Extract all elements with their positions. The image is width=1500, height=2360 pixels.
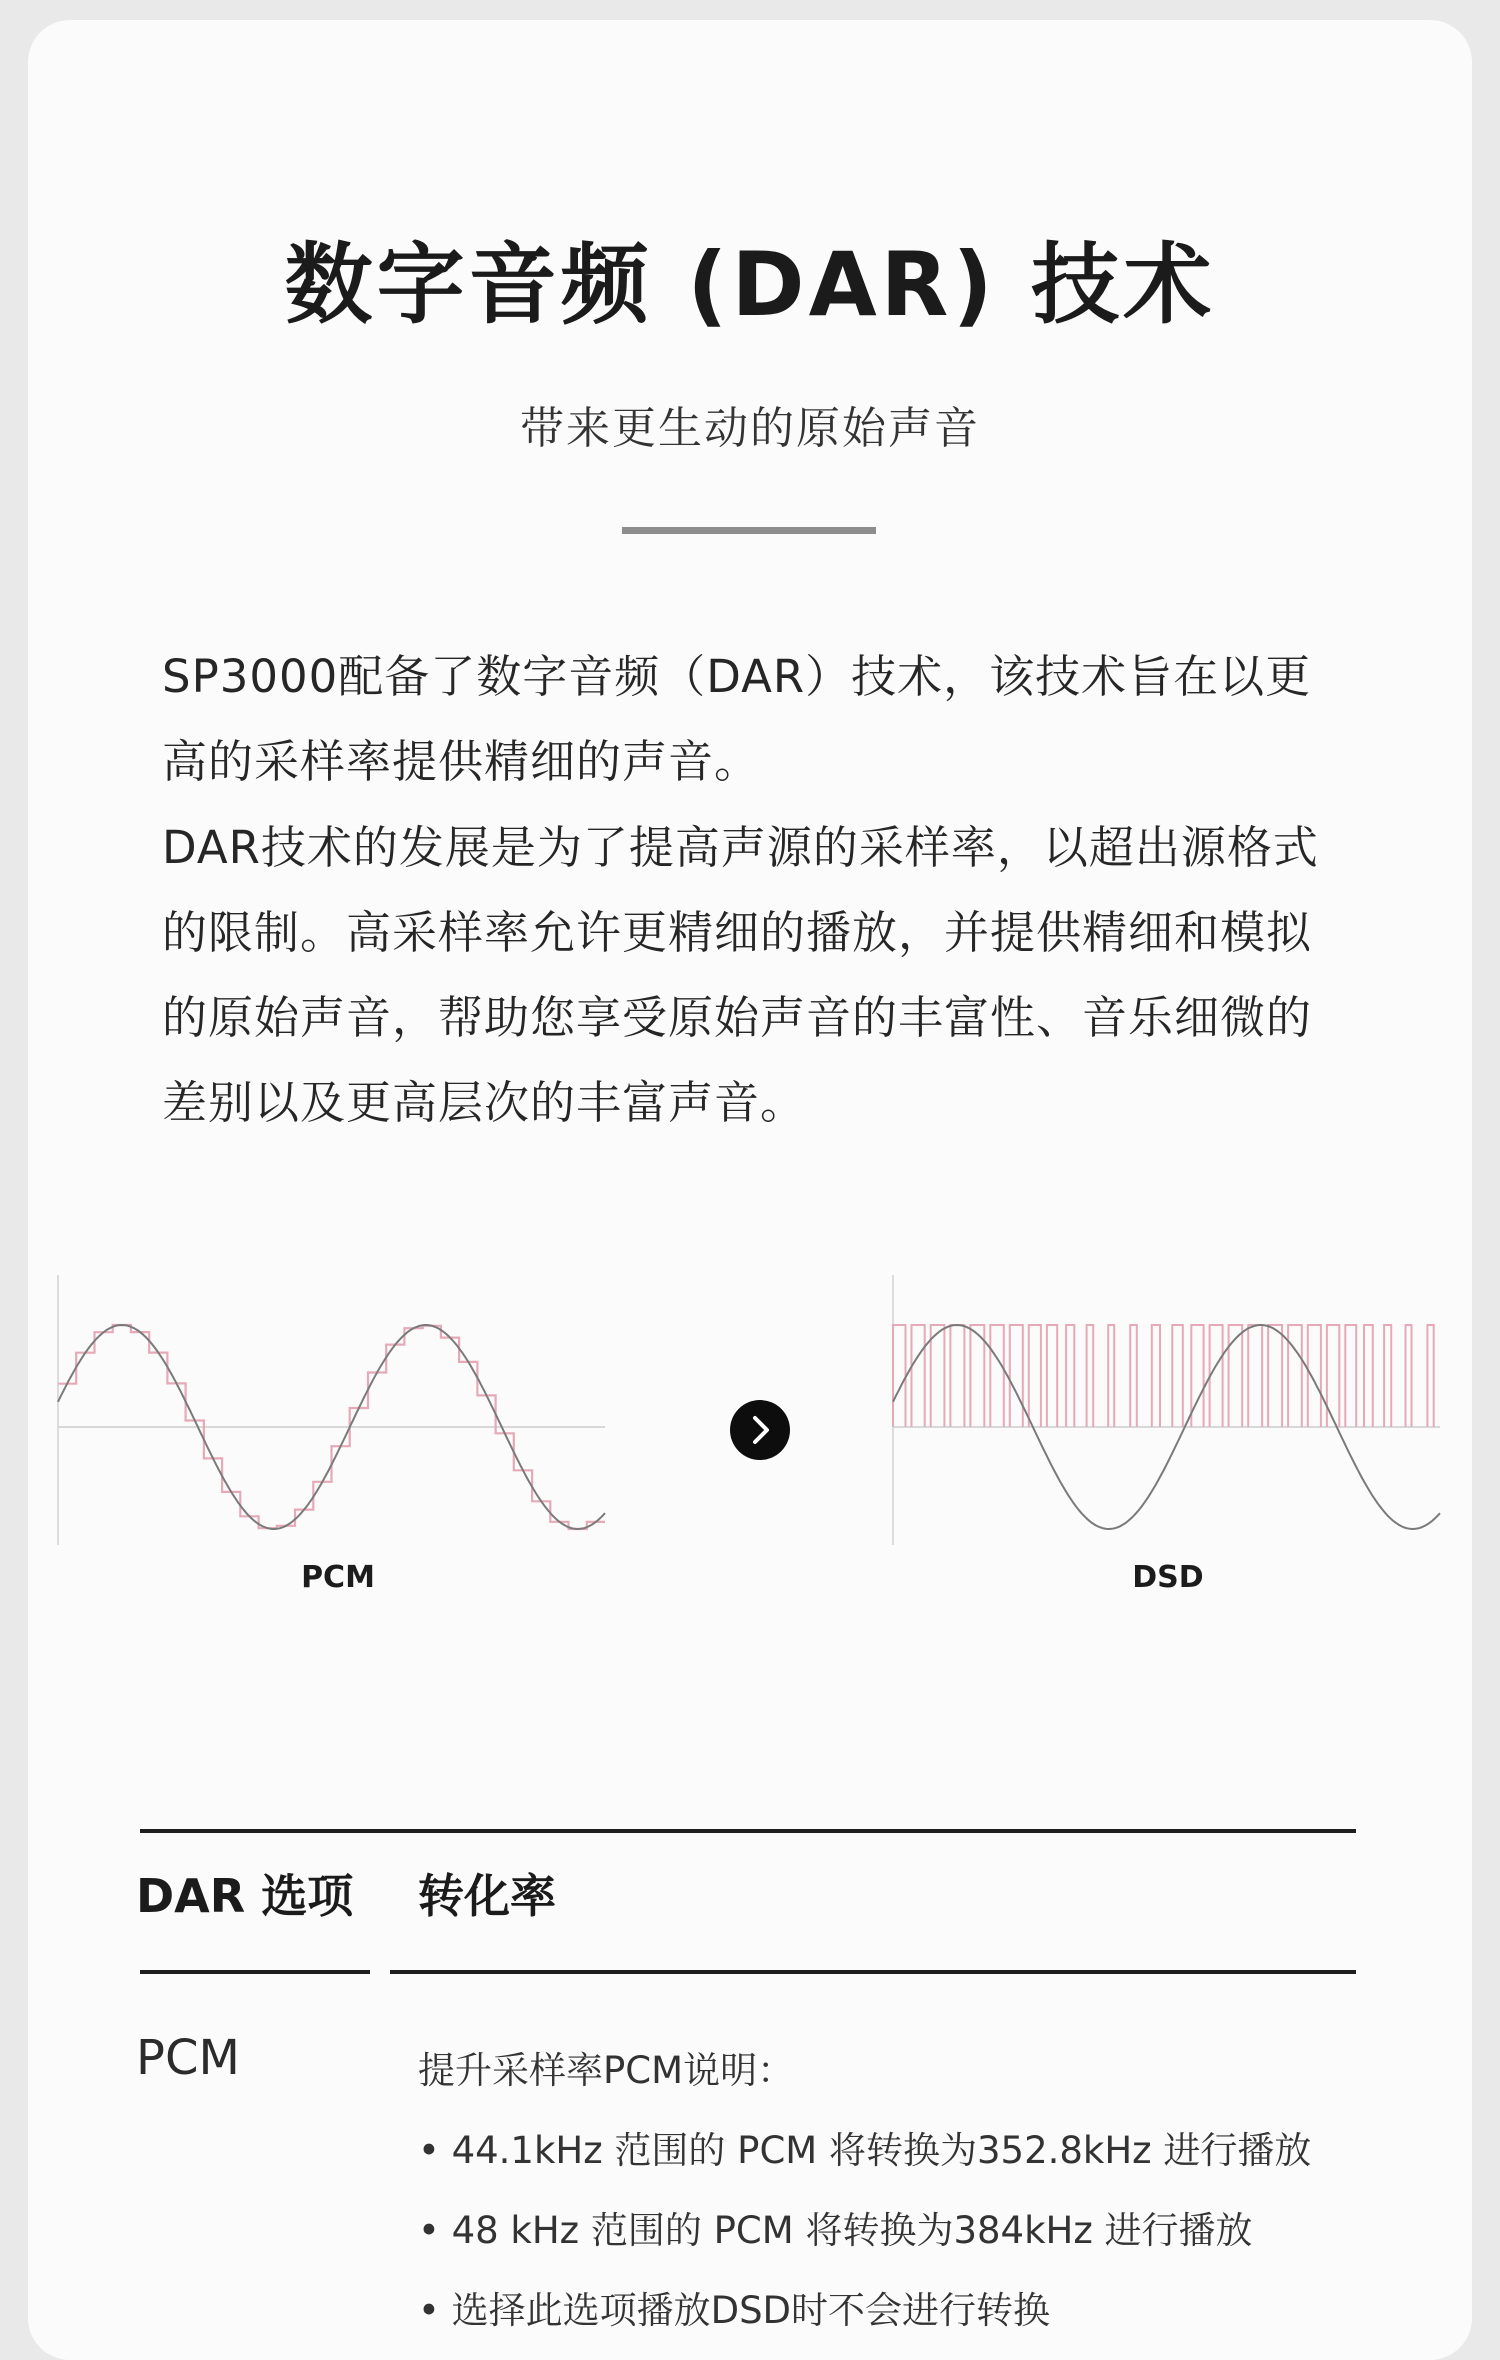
pcm-description-line: • 44.1kHz 范围的 PCM 将转换为352.8kHz 进行播放 bbox=[418, 2129, 1312, 2172]
intro-paragraph-2: DAR技术的发展是为了提高声源的采样率，以超出源格式的限制。高采样率允许更精细的播放，并提供精细和模拟的原始声音，帮助您享受原始声音的丰富性、音乐细微的差别以及更高层次的丰富声音。 bbox=[162, 821, 1319, 1129]
table-top-rule bbox=[140, 1829, 1356, 1833]
header-rule-left bbox=[140, 1970, 370, 1974]
column-header-option: DAR 选项 bbox=[136, 1869, 354, 1923]
pcm-caption: PCM bbox=[301, 1560, 375, 1595]
page-title: 数字音频 (DAR) 技术 bbox=[284, 233, 1216, 336]
dsd-caption: DSD bbox=[1132, 1560, 1204, 1595]
row-option-pcm: PCM bbox=[136, 2030, 240, 2086]
next-arrow-button[interactable] bbox=[730, 1400, 790, 1460]
pcm-description-line: • 48 kHz 范围的 PCM 将转换为384kHz 进行播放 bbox=[418, 2209, 1253, 2252]
intro-paragraph-1: SP3000配备了数字音频（DAR）技术，该技术旨在以更高的采样率提供精细的声音。 bbox=[162, 650, 1312, 788]
header-rule-right bbox=[390, 1970, 1356, 1974]
title-divider bbox=[622, 527, 876, 534]
chevron-right-icon bbox=[730, 1400, 790, 1460]
pcm-description-line: • 选择此选项播放DSD时不会进行转换 bbox=[418, 2289, 1051, 2332]
page-subtitle: 带来更生动的原始声音 bbox=[520, 403, 980, 454]
pcm-description-heading: 提升采样率PCM说明： bbox=[418, 2049, 795, 2092]
column-header-rate: 转化率 bbox=[418, 1869, 556, 1923]
dsd-pulse-train bbox=[893, 1325, 1434, 1427]
content-card bbox=[28, 20, 1472, 2360]
